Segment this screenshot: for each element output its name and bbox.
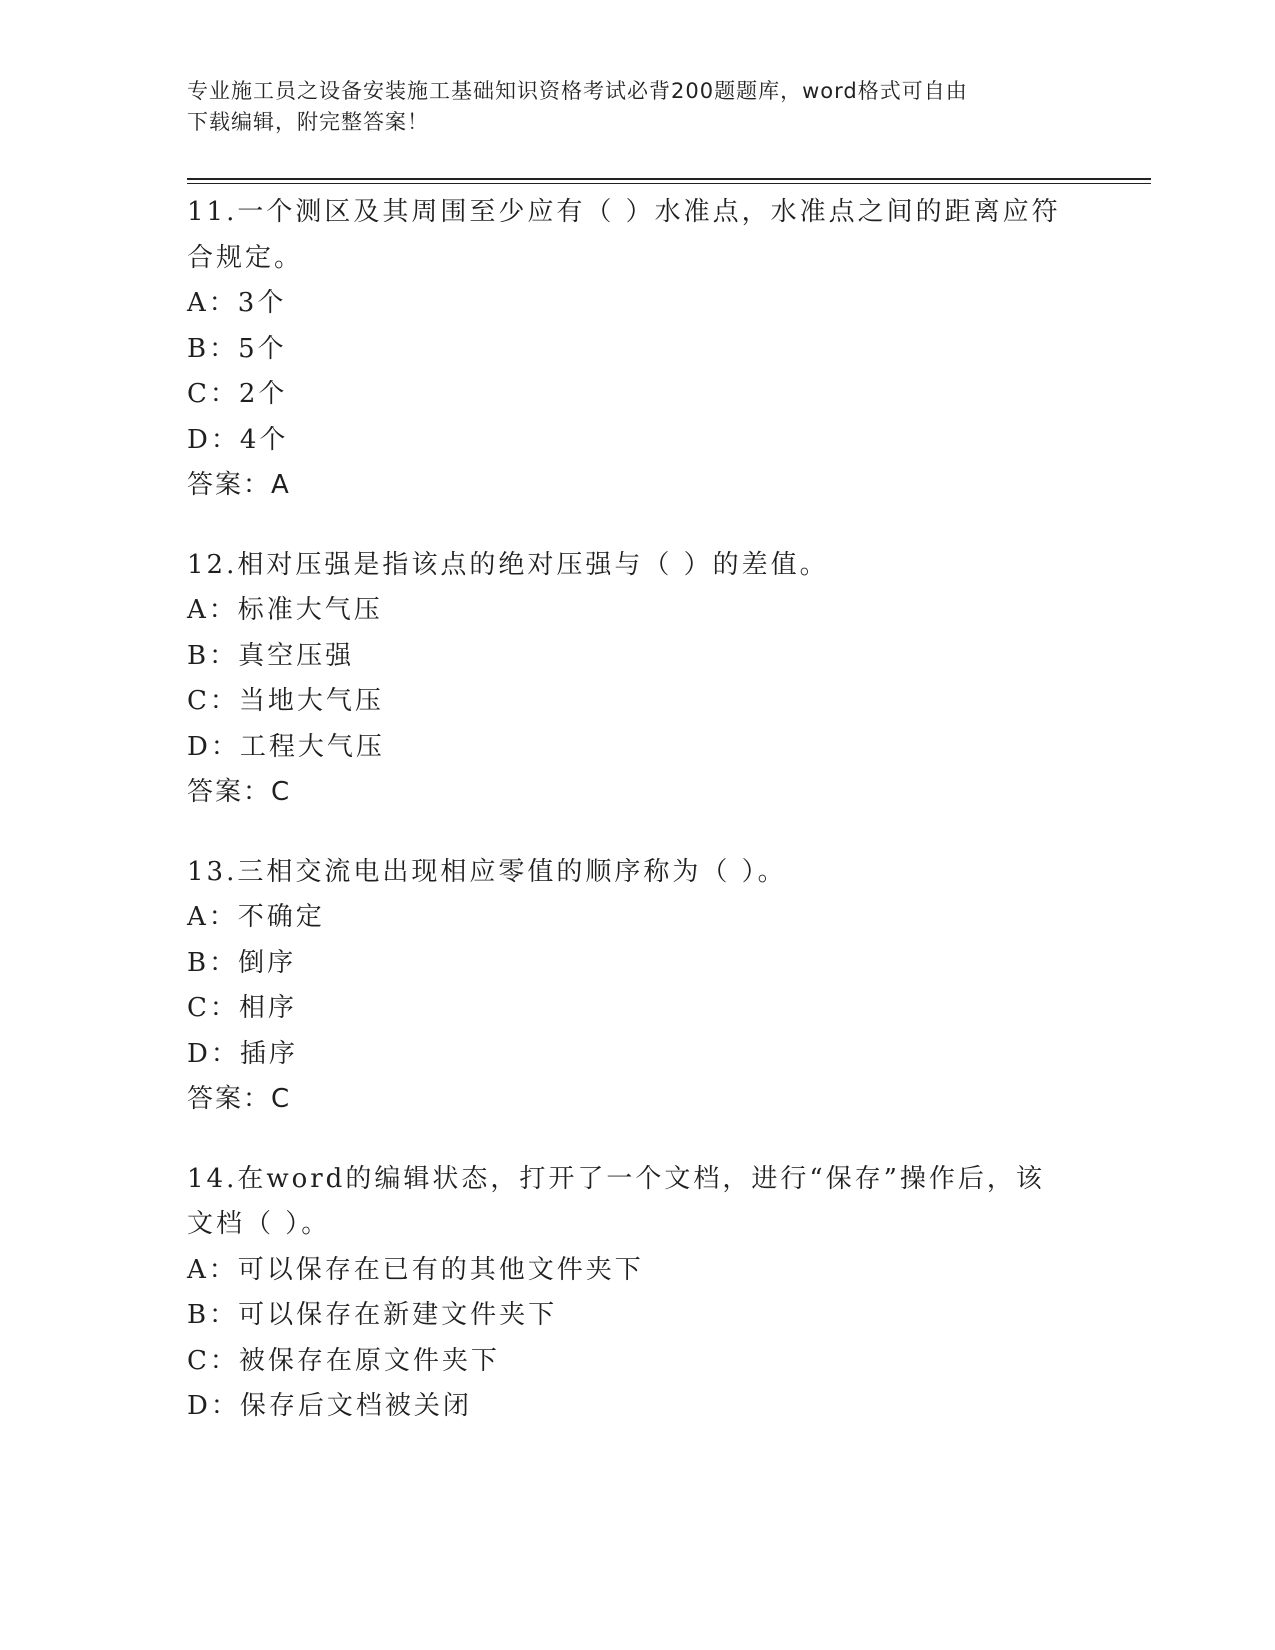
option-d: D：工程大气压 [187, 731, 385, 762]
question-list [187, 190, 1067, 1464]
question-stem-line: 文档（ ）。 [187, 1209, 331, 1239]
option-b: B：倒序 [187, 947, 297, 978]
answer: 答案：C [187, 1084, 292, 1114]
option-c: C：相序 [187, 993, 297, 1023]
option-c: C：2个 [187, 379, 288, 409]
question-13 [187, 850, 1067, 1123]
answer: 答案：C [187, 777, 292, 807]
header-line-2: 下载编辑，附完整答案！ [187, 110, 429, 134]
option-a: A：可以保存在已有的其他文件夹下 [187, 1254, 644, 1285]
option-b: B：真空压强 [187, 640, 355, 671]
question-11 [187, 190, 1067, 509]
question-stem-line: 12.相对压强是指该点的绝对压强与（ ）的差值。 [187, 549, 829, 580]
question-12 [187, 543, 1067, 816]
option-c: C：当地大气压 [187, 686, 384, 716]
option-a: A：不确定 [187, 902, 325, 932]
option-d: D：保存后文档被关闭 [187, 1391, 472, 1421]
question-14 [187, 1157, 1067, 1430]
header-line-1: 专业施工员之设备安装施工基础知识资格考试必背200题题库，word格式可自由 [187, 79, 968, 103]
option-a: A：3个 [187, 288, 287, 318]
question-stem-line: 合规定。 [187, 242, 304, 273]
question-stem-line: 14.在word的编辑状态，打开了一个文档，进行“保存”操作后，该 [187, 1163, 1045, 1194]
question-stem-line: 13.三相交流电出现相应零值的顺序称为（ ）。 [187, 856, 787, 887]
header-divider-thin [187, 183, 1151, 184]
header-divider-thick [187, 178, 1151, 180]
answer: 答案：A [187, 470, 291, 500]
option-d: D：4个 [187, 424, 289, 455]
option-a: A：标准大气压 [187, 595, 383, 625]
option-c: C：被保存在原文件夹下 [187, 1345, 500, 1376]
option-b: B：5个 [187, 333, 287, 364]
question-stem-line: 11.一个测区及其周围至少应有（ ）水准点，水准点之间的距离应符 [187, 197, 1061, 227]
document-header [187, 76, 1067, 138]
option-d: D：插序 [187, 1038, 298, 1069]
option-b: B：可以保存在新建文件夹下 [187, 1300, 558, 1330]
